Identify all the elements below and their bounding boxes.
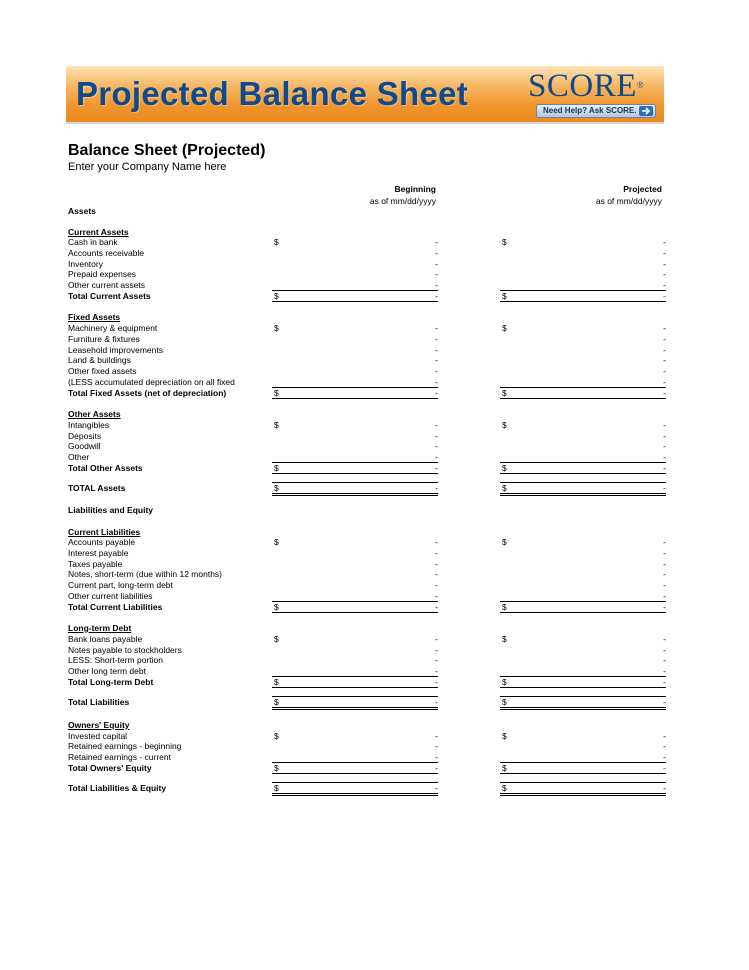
beginning-value[interactable]: - xyxy=(435,345,438,355)
assets-heading xyxy=(68,206,668,217)
row-label: Long-term Debt xyxy=(68,623,132,633)
table-row xyxy=(68,420,668,431)
currency-symbol: $ xyxy=(274,388,279,398)
projected-column-header: Projected xyxy=(623,184,662,194)
projected-value[interactable]: - xyxy=(663,559,666,569)
row-label: Total Liabilities & Equity xyxy=(68,783,167,793)
banner-title: Projected Balance Sheet xyxy=(76,75,469,112)
table-row xyxy=(68,334,668,345)
beginning-date[interactable]: as of mm/dd/yyyy xyxy=(369,196,436,206)
table-row xyxy=(68,355,668,366)
currency-symbol: $ xyxy=(274,697,279,707)
total-rule xyxy=(272,687,438,688)
row-label: Total Current Liabilities xyxy=(68,602,163,612)
row-label: Total Fixed Assets (net of depreciation) xyxy=(68,388,227,398)
beginning-value[interactable]: - xyxy=(435,741,438,751)
row-label: LESS: Short-term portion xyxy=(68,655,163,665)
ask-score-label: Need Help? Ask SCORE. xyxy=(543,106,637,115)
projected-value[interactable]: - xyxy=(663,269,666,279)
beginning-value[interactable]: - xyxy=(435,559,438,569)
row-label: Total Owners' Equity xyxy=(68,763,152,773)
other-assets-heading xyxy=(68,409,668,420)
row-label: Total Long-term Debt xyxy=(68,677,154,687)
beginning-value[interactable]: - xyxy=(435,259,438,269)
currency-symbol: $ xyxy=(502,483,507,493)
row-label: TOTAL Assets xyxy=(68,483,126,493)
currency-symbol: $ xyxy=(274,237,279,247)
projected-value[interactable]: - xyxy=(663,591,666,601)
beginning-value: - xyxy=(435,483,438,493)
projected-value[interactable]: - xyxy=(663,452,666,462)
double-rule xyxy=(500,707,666,710)
projected-value[interactable]: - xyxy=(663,537,666,547)
currency-symbol: $ xyxy=(502,731,507,741)
total-rule xyxy=(272,773,438,774)
beginning-value: - xyxy=(435,783,438,793)
total-rule xyxy=(500,301,666,302)
projected-value[interactable]: - xyxy=(663,280,666,290)
beginning-value[interactable]: - xyxy=(435,420,438,430)
row-label: Other long term debt xyxy=(68,666,146,676)
currency-symbol: $ xyxy=(274,731,279,741)
projected-value[interactable]: - xyxy=(663,323,666,333)
projected-value[interactable]: - xyxy=(663,645,666,655)
table-row xyxy=(68,634,668,645)
currency-symbol: $ xyxy=(502,323,507,333)
currency-symbol: $ xyxy=(502,463,507,473)
long-term-debt-heading xyxy=(68,623,668,634)
double-rule xyxy=(272,493,438,496)
beginning-value[interactable]: - xyxy=(435,366,438,376)
projected-value[interactable]: - xyxy=(663,655,666,665)
table-row xyxy=(68,537,668,548)
row-label: Interest payable xyxy=(68,548,129,558)
projected-value[interactable]: - xyxy=(663,420,666,430)
beginning-value[interactable]: - xyxy=(435,377,438,387)
beginning-value[interactable]: - xyxy=(435,269,438,279)
score-logo xyxy=(526,68,660,122)
beginning-value: - xyxy=(435,697,438,707)
header-banner xyxy=(66,66,664,124)
total-rule xyxy=(500,473,666,474)
row-label: Current Assets xyxy=(68,227,129,237)
beginning-value: - xyxy=(435,388,438,398)
currency-symbol: $ xyxy=(502,763,507,773)
projected-value: - xyxy=(663,763,666,773)
beginning-value[interactable]: - xyxy=(435,591,438,601)
row-label: Fixed Assets xyxy=(68,312,121,322)
currency-symbol: $ xyxy=(502,291,507,301)
row-label: Invested capital xyxy=(68,731,128,741)
logo-registered-mark: ® xyxy=(636,80,645,90)
currency-symbol: $ xyxy=(274,763,279,773)
row-label: Retained earnings - current xyxy=(68,752,172,762)
currency-symbol: $ xyxy=(502,420,507,430)
table-row xyxy=(68,248,668,259)
currency-symbol: $ xyxy=(274,420,279,430)
owners-equity-heading xyxy=(68,720,668,731)
beginning-value: - xyxy=(435,463,438,473)
projected-value[interactable]: - xyxy=(663,666,666,676)
row-label: Cash in bank xyxy=(68,237,118,247)
row-label: Assets xyxy=(68,206,96,216)
row-label: Taxes payable xyxy=(68,559,123,569)
row-label: Total Liabilities xyxy=(68,697,130,707)
row-label: (LESS accumulated depreciation on all fixed xyxy=(68,377,235,387)
beginning-value: - xyxy=(435,763,438,773)
row-label: Intangibles xyxy=(68,420,110,430)
row-label: Notes, short-term (due within 12 months) xyxy=(68,569,223,579)
projected-value[interactable]: - xyxy=(663,377,666,387)
projected-value[interactable]: - xyxy=(663,248,666,258)
projected-value: - xyxy=(663,388,666,398)
row-label: Total Current Assets xyxy=(68,291,151,301)
row-label: Bank loans payable xyxy=(68,634,143,644)
currency-symbol: $ xyxy=(502,237,507,247)
row-label: Current part, long-term debt xyxy=(68,580,173,590)
currency-symbol: $ xyxy=(502,602,507,612)
beginning-value[interactable]: - xyxy=(435,752,438,762)
projected-value[interactable]: - xyxy=(663,431,666,441)
currency-symbol: $ xyxy=(274,783,279,793)
row-label: Accounts receivable xyxy=(68,248,145,258)
projected-value[interactable]: - xyxy=(663,259,666,269)
total-rule xyxy=(272,473,438,474)
total-rule xyxy=(500,398,666,399)
currency-symbol: $ xyxy=(502,388,507,398)
total-rule xyxy=(272,612,438,613)
projected-value[interactable]: - xyxy=(663,345,666,355)
double-rule xyxy=(500,493,666,496)
row-label: Current Liabilities xyxy=(68,527,141,537)
total-rule xyxy=(500,687,666,688)
arrow-right-icon xyxy=(639,106,653,116)
projected-value[interactable]: - xyxy=(663,366,666,376)
row-label: Land & buildings xyxy=(68,355,131,365)
row-label: Notes payable to stockholders xyxy=(68,645,182,655)
row-label: Liabilities and Equity xyxy=(68,505,154,515)
table-row xyxy=(68,441,668,452)
total-rule xyxy=(272,301,438,302)
projected-value[interactable]: - xyxy=(663,634,666,644)
projected-value[interactable]: - xyxy=(663,237,666,247)
fixed-assets-heading xyxy=(68,312,668,323)
beginning-value[interactable]: - xyxy=(435,580,438,590)
projected-value: - xyxy=(663,483,666,493)
beginning-value[interactable]: - xyxy=(435,237,438,247)
currency-symbol: $ xyxy=(274,291,279,301)
row-label: Machinery & equipment xyxy=(68,323,158,333)
beginning-value: - xyxy=(435,677,438,687)
projected-value: - xyxy=(663,697,666,707)
beginning-value[interactable]: - xyxy=(435,645,438,655)
row-label: Total Other Assets xyxy=(68,463,143,473)
beginning-column-header: Beginning xyxy=(394,184,436,194)
projected-value[interactable]: - xyxy=(663,741,666,751)
beginning-value[interactable]: - xyxy=(435,537,438,547)
beginning-value[interactable]: - xyxy=(435,655,438,665)
table-row xyxy=(68,548,668,559)
beginning-value[interactable]: - xyxy=(435,441,438,451)
beginning-value[interactable]: - xyxy=(435,548,438,558)
row-label: Retained earnings - beginning xyxy=(68,741,182,751)
projected-value[interactable]: - xyxy=(663,334,666,344)
beginning-value[interactable]: - xyxy=(435,569,438,579)
beginning-value: - xyxy=(435,291,438,301)
ask-score-button[interactable] xyxy=(536,104,656,118)
projected-value: - xyxy=(663,291,666,301)
currency-symbol: $ xyxy=(274,483,279,493)
double-rule xyxy=(272,707,438,710)
total-rule xyxy=(500,612,666,613)
double-rule xyxy=(272,793,438,796)
row-label: Other current liabilities xyxy=(68,591,153,601)
liabilities-equity-heading xyxy=(68,505,668,516)
table-row xyxy=(68,366,668,377)
table-row xyxy=(68,569,668,580)
beginning-value[interactable]: - xyxy=(435,431,438,441)
beginning-value[interactable]: - xyxy=(435,280,438,290)
row-label: Furniture & fixtures xyxy=(68,334,140,344)
currency-symbol: $ xyxy=(502,537,507,547)
projected-value: - xyxy=(663,463,666,473)
table-row xyxy=(68,269,668,280)
projected-value[interactable]: - xyxy=(663,752,666,762)
row-label: Owners' Equity xyxy=(68,720,130,730)
row-label: Leasehold improvements xyxy=(68,345,163,355)
logo-text: SCORE xyxy=(528,68,637,104)
beginning-value[interactable]: - xyxy=(435,731,438,741)
projected-value: - xyxy=(663,602,666,612)
currency-symbol: $ xyxy=(274,537,279,547)
double-rule xyxy=(500,793,666,796)
currency-symbol: $ xyxy=(502,783,507,793)
document-title: Balance Sheet (Projected) xyxy=(68,142,266,159)
projected-value[interactable]: - xyxy=(663,355,666,365)
currency-symbol: $ xyxy=(502,677,507,687)
row-label: Deposits xyxy=(68,431,102,441)
table-row xyxy=(68,741,668,752)
projected-date[interactable]: as of mm/dd/yyyy xyxy=(595,196,662,206)
beginning-value[interactable]: - xyxy=(435,666,438,676)
table-row xyxy=(68,237,668,248)
projected-value[interactable]: - xyxy=(663,731,666,741)
currency-symbol: $ xyxy=(502,697,507,707)
projected-value: - xyxy=(663,783,666,793)
currency-symbol: $ xyxy=(274,602,279,612)
beginning-value[interactable]: - xyxy=(435,248,438,258)
projected-value[interactable]: - xyxy=(663,580,666,590)
currency-symbol: $ xyxy=(502,634,507,644)
beginning-value[interactable]: - xyxy=(435,634,438,644)
table-row xyxy=(68,580,668,591)
currency-symbol: $ xyxy=(274,463,279,473)
row-label: Other fixed assets xyxy=(68,366,137,376)
beginning-value: - xyxy=(435,602,438,612)
currency-symbol: $ xyxy=(274,323,279,333)
total-rule xyxy=(500,773,666,774)
currency-symbol: $ xyxy=(274,634,279,644)
beginning-value[interactable]: - xyxy=(435,452,438,462)
row-label: Goodwill xyxy=(68,441,101,451)
beginning-value[interactable]: - xyxy=(435,355,438,365)
row-label: Inventory xyxy=(68,259,103,269)
table-row xyxy=(68,323,668,334)
row-label: Accounts payable xyxy=(68,537,136,547)
company-name-field[interactable]: Enter your Company Name here xyxy=(68,161,227,173)
projected-value[interactable]: - xyxy=(663,441,666,451)
beginning-value[interactable]: - xyxy=(435,334,438,344)
row-label: Prepaid expenses xyxy=(68,269,137,279)
currency-symbol: $ xyxy=(274,677,279,687)
projected-value[interactable]: - xyxy=(663,548,666,558)
projected-value[interactable]: - xyxy=(663,569,666,579)
table-row xyxy=(68,655,668,666)
total-rule xyxy=(272,398,438,399)
row-label: Other xyxy=(68,452,90,462)
row-label: Other current assets xyxy=(68,280,146,290)
projected-value: - xyxy=(663,677,666,687)
row-label: Other Assets xyxy=(68,409,121,419)
beginning-value[interactable]: - xyxy=(435,323,438,333)
